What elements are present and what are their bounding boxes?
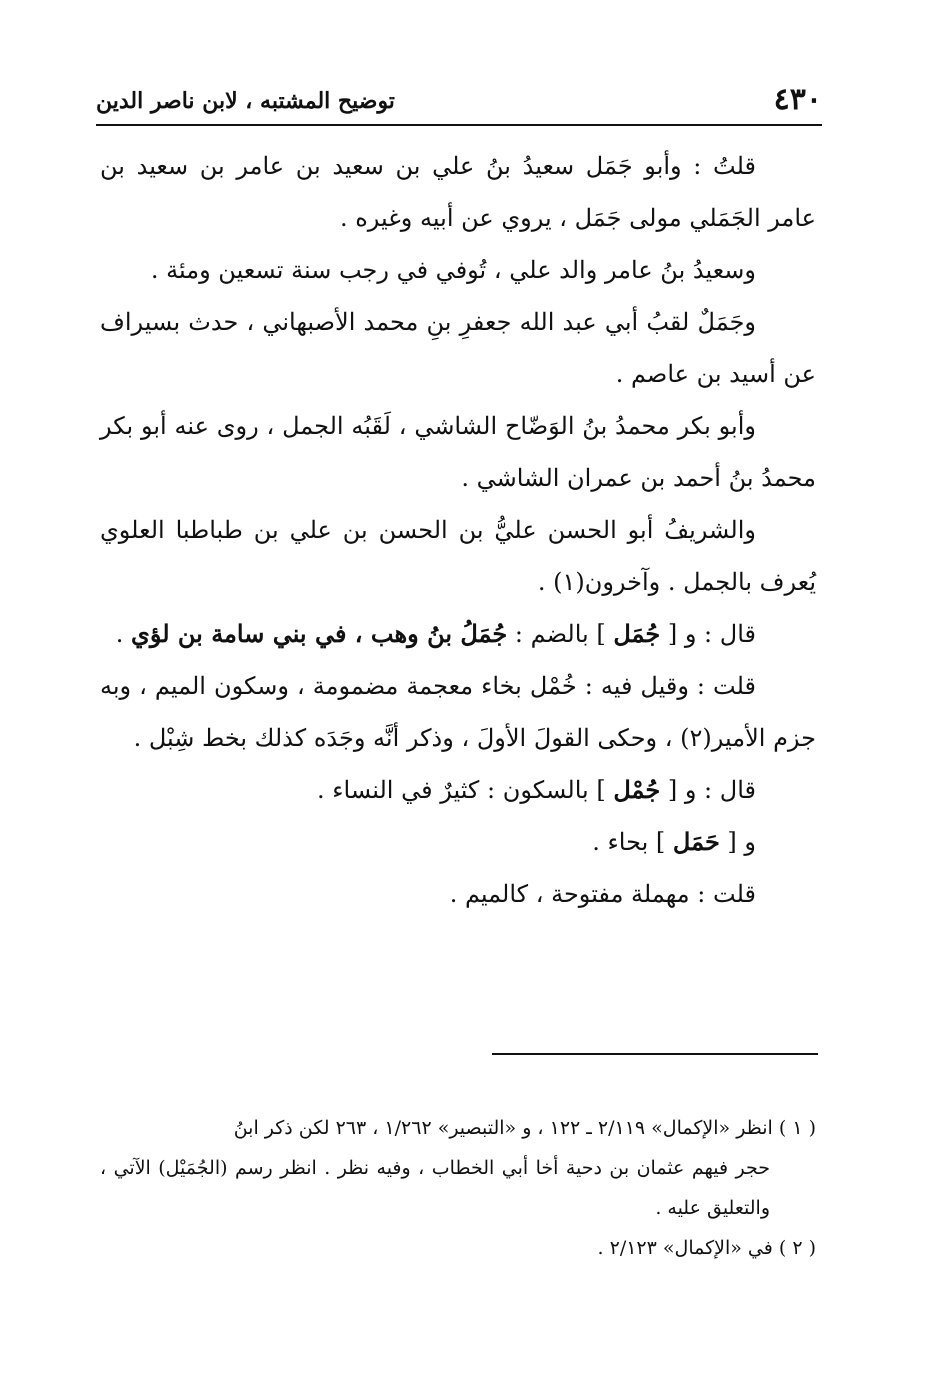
entry-term-hamal: حَمَل — [672, 827, 720, 856]
page-header — [96, 78, 822, 122]
paragraph-6-mid: ] بالضم : — [507, 620, 614, 648]
paragraph-4: وأبو بكر محمدُ بنُ الوَضّاح الشاشي ، لَقَبُه الجمل ، روى عنه أبو بكر محمدُ بنُ أحمد بن عمران الشاشي . — [100, 412, 816, 492]
page-number: ٤٣٠ — [773, 82, 822, 117]
footnotes — [100, 1108, 816, 1268]
paragraph-3: وجَمَلٌ لقبُ أبي عبد الله جعفرِ بنِ محمد الأصبهاني ، حدث بسيراف عن أسيد بن عاصم . — [100, 308, 816, 388]
entry-term-juml: جُمْل — [613, 775, 661, 804]
paragraph-6-prefix: قال : و [ — [660, 620, 756, 648]
paragraph-7: قلت : وقيل فيه : خُمْل بخاء معجمة مضمومة ، وسكون الميم ، وبه جزم الأمير(٢) ، وحكى القولَ الأولَ ، وذكر أنَّه وجَدَه كذلك بخط شِبْل . — [100, 672, 816, 752]
header-rule — [96, 124, 822, 126]
paragraph-1: قلتُ : وأبو جَمَل سعيدُ بنُ علي بن سعيد بن عامر بن سعيد بن عامر الجَمَلي مولى جَمَل ، يروي عن أبيه وغيره . — [100, 152, 816, 232]
body-text — [100, 140, 816, 920]
paragraph-9-prefix: و [ — [719, 828, 756, 856]
footnote-1-first-line: ( ١ ) انظر «الإكمال» ٢/١١٩ ـ ١٢٢ ، و «التبصير» ١/٢٦٢ ، ٢٦٣ لكن ذكر ابنُ — [233, 1117, 816, 1139]
paragraph-5: والشريفُ أبو الحسن عليُّ بن الحسن بن علي بن طباطبا العلوي يُعرف بالجمل . وآخرون(١) . — [100, 516, 816, 596]
paragraph-8-suffix: ] بالسكون : كثيرٌ في النساء . — [316, 776, 614, 804]
paragraph-9 — [100, 816, 816, 868]
footnote-2: ( ٢ ) في «الإكمال» ٢/١٢٣ . — [597, 1237, 816, 1259]
paragraph-9-suffix: ] بحاء . — [592, 828, 673, 856]
running-title: توضيح المشتبه ، لابن ناصر الدين — [96, 88, 395, 114]
paragraph-6-suffix: . — [115, 620, 132, 648]
footnote-rule — [492, 1053, 818, 1055]
entry-name-jumal-bin-wahb: جُمَلُ بنُ وهب ، في بني سامة بن لؤي — [131, 619, 508, 648]
footnote-1 — [100, 1108, 816, 1148]
entry-term-jumal: جُمَل — [613, 619, 661, 648]
paragraph-8 — [100, 764, 816, 816]
paragraph-10: قلت : مهملة مفتوحة ، كالميم . — [449, 880, 756, 908]
paragraph-6 — [100, 608, 816, 660]
paragraph-8-prefix: قال : و [ — [660, 776, 756, 804]
paragraph-2: وسعيدُ بنُ عامر والد علي ، تُوفي في رجب سنة تسعين ومئة . — [150, 256, 756, 284]
footnote-1-continuation: حجر فيهم عثمان بن دحية أخا أبي الخطاب ، وفيه نظر . انظر رسم (الجُمَيْل) الآتي ، والتعليق عليه . — [100, 1157, 770, 1219]
